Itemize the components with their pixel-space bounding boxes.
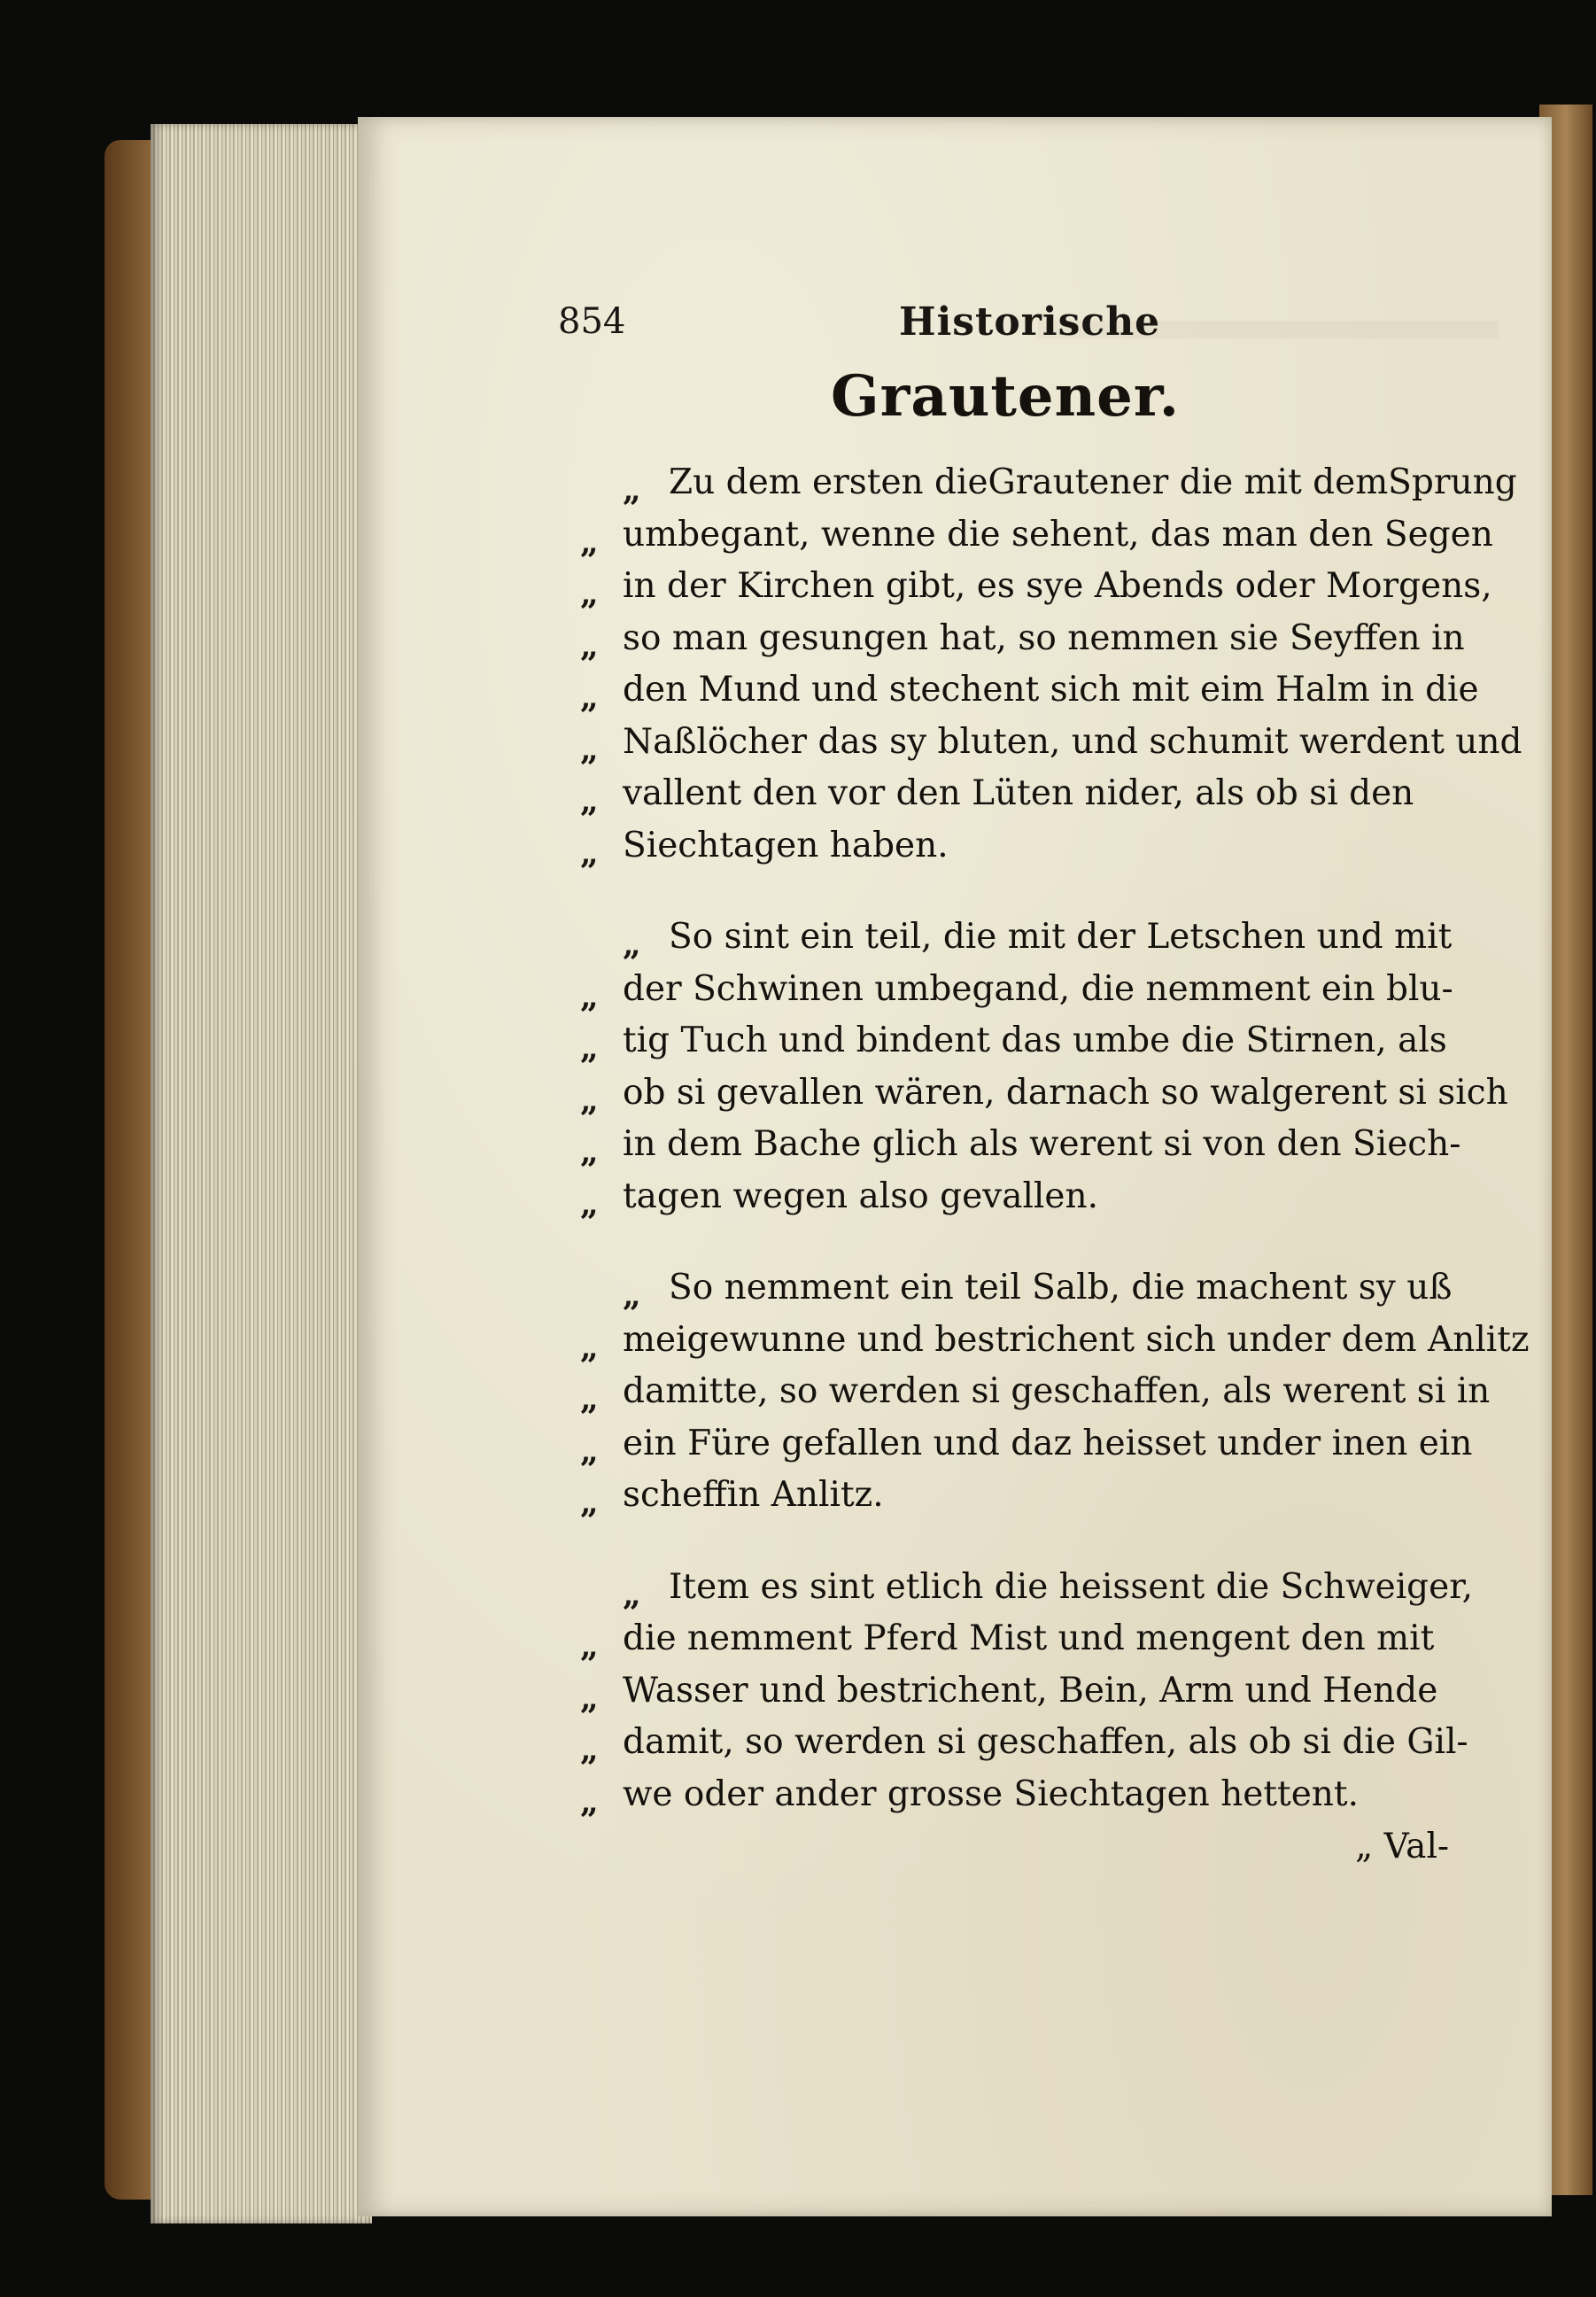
text-line [580, 664, 1479, 717]
quotation-mark: „ [580, 1432, 599, 1470]
quotation-mark: „ [580, 1133, 599, 1170]
text-line [580, 1470, 1475, 1522]
text-line [580, 457, 1517, 509]
text-line [580, 964, 1475, 1016]
text-line [580, 820, 1475, 873]
text-line [580, 1562, 1475, 1614]
quotation-mark: „ [580, 1484, 599, 1521]
quotation-mark: „ [580, 1029, 599, 1067]
text-line [580, 1015, 1475, 1067]
page-header [558, 301, 1453, 354]
quotation-mark: „ [580, 730, 599, 768]
quotation-mark: „ [580, 1731, 599, 1768]
quotation-mark: „ [580, 575, 599, 612]
line-text: ein Füre gefallen und daz heisset under inen ein [623, 1423, 1473, 1463]
quotation-mark: „ [580, 1782, 599, 1820]
line-text: tig Tuch und bindent das umbe die Stirnen, als [623, 1020, 1447, 1060]
catchword: „ Val- [1355, 1827, 1450, 1866]
section-title: Grautener. [830, 363, 1181, 430]
text-line [580, 509, 1493, 562]
quotation-mark: „ [580, 1328, 599, 1366]
text-line [580, 1315, 1530, 1367]
text-line [580, 768, 1475, 820]
text-line [580, 1067, 1508, 1120]
line-text: Zu dem ersten dieGrautener die mit demSprung [669, 462, 1517, 502]
quotation-mark: „ [580, 626, 599, 664]
quotation-mark: „ [580, 782, 599, 819]
quotation-mark: „ [623, 1277, 641, 1314]
line-text: vallent den vor den Lüten nider, als ob si den [623, 773, 1414, 813]
text-line [580, 1717, 1475, 1769]
line-text: so man gesungen hat, so nemmen sie Seyffen in [623, 617, 1465, 658]
paragraph [580, 912, 1508, 1222]
quotation-mark: „ [580, 1081, 599, 1119]
line-text: So sint ein teil, die mit der Letschen und mit [669, 917, 1453, 957]
line-text: ob si gevallen wären, darnach so walgerent si sich [623, 1072, 1508, 1113]
text-line [580, 912, 1475, 964]
line-text: Wasser und bestrichent, Bein, Arm und Hende [623, 1670, 1438, 1711]
page-edges [151, 124, 372, 2223]
line-text: der Schwinen umbegand, die nemment ein blu- [623, 968, 1453, 1009]
text-line [580, 1613, 1475, 1665]
text-line [580, 561, 1492, 613]
text-line [580, 1418, 1475, 1471]
line-text: meigewunne und bestrichent sich under dem Anlitz [623, 1319, 1530, 1360]
text-line [580, 717, 1522, 769]
quotation-mark: „ [623, 1575, 641, 1613]
line-text: damitte, so werden si geschaffen, als werent si in [623, 1371, 1491, 1411]
quotation-mark: „ [580, 1627, 599, 1665]
text-line [580, 1262, 1475, 1315]
quotation-mark: „ [580, 1679, 599, 1717]
line-text: So nemment ein teil Salb, die machent sy uß [669, 1268, 1453, 1308]
text-line [580, 1366, 1491, 1418]
quotation-mark: „ [623, 471, 641, 508]
text-line [580, 1665, 1475, 1718]
text-line [580, 613, 1475, 665]
line-text: Siechtagen haben. [623, 825, 949, 865]
line-text: umbegant, wenne die sehent, das man den Segen [623, 514, 1493, 555]
quotation-mark: „ [580, 834, 599, 872]
line-text: in dem Bache glich als werent si von den Siech- [623, 1124, 1461, 1164]
quotation-mark: „ [580, 977, 599, 1015]
page-number: 854 [558, 301, 626, 342]
line-text: in der Kirchen gibt, es sye Abends oder Morgens, [623, 566, 1492, 606]
line-text: die nemment Pferd Mist und mengent den mit [623, 1618, 1435, 1658]
text-line [580, 1769, 1475, 1821]
text-line [580, 1119, 1475, 1171]
line-text: Naßlöcher das sy bluten, und schumit werdent und [623, 721, 1522, 762]
quotation-mark: „ [580, 1184, 599, 1222]
line-text: tagen wegen also gevallen. [623, 1176, 1098, 1216]
line-text: scheffin Anlitz. [623, 1475, 884, 1515]
line-text: we oder ander grosse Siechtagen hettent. [623, 1773, 1359, 1814]
quotation-mark: „ [580, 1380, 599, 1417]
text-line [580, 1171, 1475, 1223]
paragraph [580, 1262, 1530, 1522]
quotation-mark: „ [580, 679, 599, 716]
paragraph [580, 457, 1522, 872]
running-head: Historische [899, 299, 1161, 345]
quotation-mark: „ [580, 523, 599, 561]
paragraph [580, 1562, 1475, 1821]
quotation-mark: „ [623, 926, 641, 963]
line-text: Item es sint etlich die heissent die Schweiger, [669, 1566, 1473, 1607]
page-body [580, 457, 1530, 1860]
line-text: damit, so werden si geschaffen, als ob si die Gil- [623, 1722, 1468, 1762]
line-text: den Mund und stechent sich mit eim Halm in die [623, 670, 1479, 710]
